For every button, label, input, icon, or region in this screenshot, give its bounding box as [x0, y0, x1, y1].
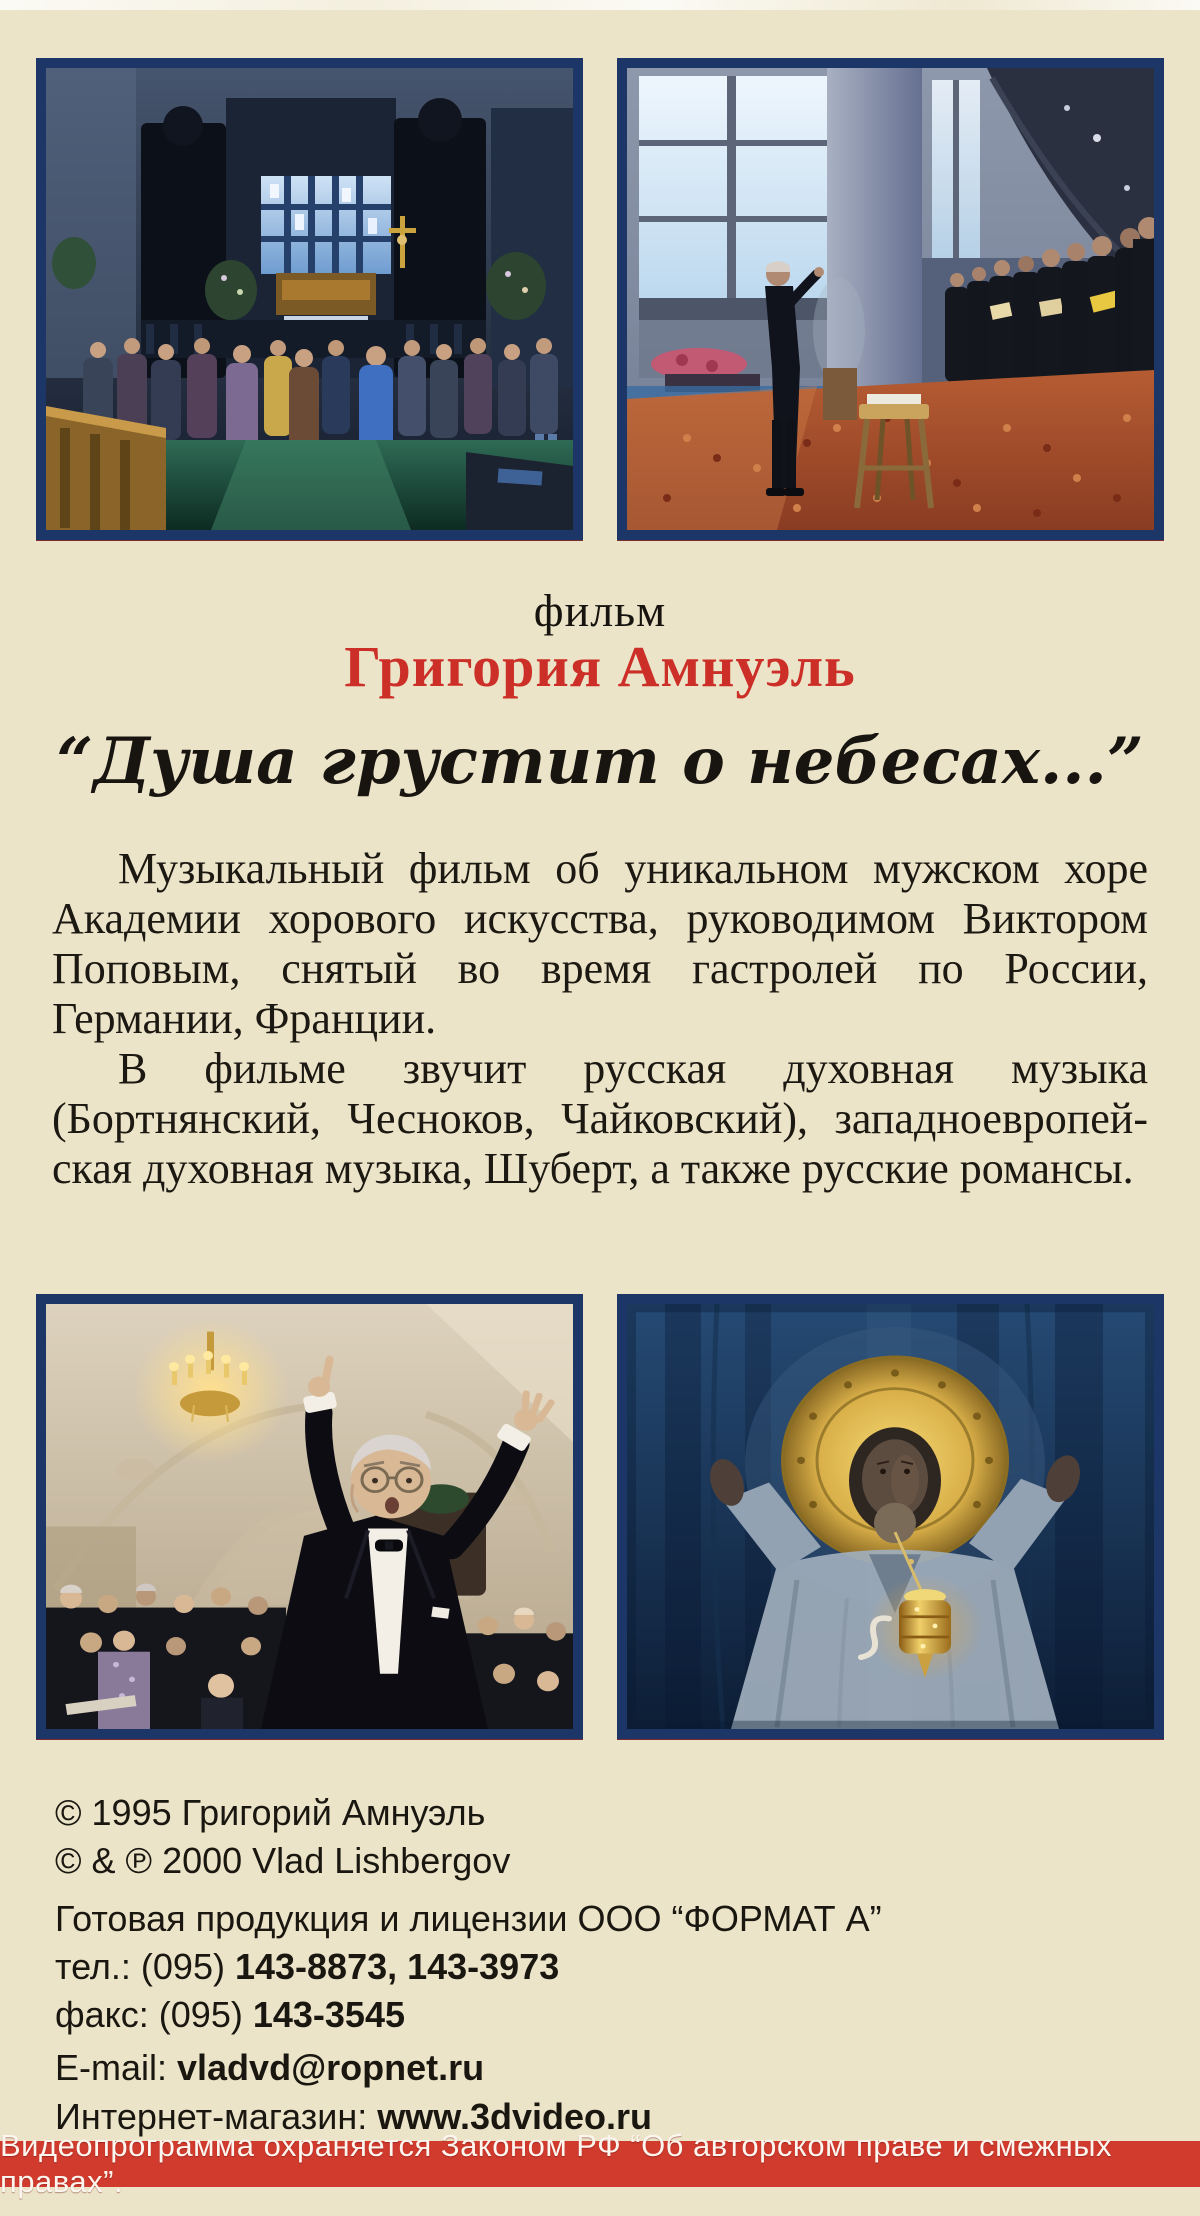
synopsis-line: Академии хорового искусства, руководимом Виктором: [52, 894, 1148, 943]
fax-number: 143-3545: [252, 1994, 405, 2035]
phone-numbers: 143-8873, 143-3973: [234, 1946, 560, 1987]
shop-label: Интернет-магазин:: [55, 2096, 378, 2137]
film-title: “Душа грустит о небесах...”: [56, 724, 1144, 799]
info-block: [55, 1789, 1200, 2141]
rehearsal-illustration: [627, 68, 1154, 530]
director-name: Григория Амнуэль: [344, 634, 856, 699]
synopsis-line: Поповым, снятый во время гастролей по России,: [52, 944, 1148, 993]
scan-edge: [0, 0, 1200, 10]
fax-label: факс: (095): [55, 1994, 253, 2035]
synopsis-line: Музыкальный фильм об уникальном мужском хоре: [118, 844, 1148, 893]
icon-illustration: [627, 1304, 1154, 1729]
photo-popov-conducting: [36, 1294, 583, 1739]
fax-line: [55, 1991, 1200, 2039]
legal-banner: [0, 2128, 1200, 2199]
phone-line: [55, 1943, 1200, 1991]
email-line: [55, 2043, 1200, 2092]
choir-group-illustration: [46, 68, 573, 530]
credit-block: [0, 586, 1200, 698]
shop-url: www.3dvideo.ru: [377, 2096, 653, 2137]
chandelier: [133, 1320, 289, 1464]
popov-illustration: [46, 1304, 573, 1729]
photo-conductor-rehearsal: [617, 58, 1164, 540]
film-label: фильм: [533, 585, 667, 636]
phone-label: тел.: (095): [55, 1946, 235, 1987]
email-label: E-mail:: [55, 2047, 178, 2088]
synopsis-line: Германии, Франции.: [52, 994, 437, 1043]
synopsis-line: ская духовная музыка, Шуберт, а также русские романсы.: [52, 1144, 1134, 1193]
distributor-line: Готовая продукция и лицензии ООО “ФОРМАТ А”: [55, 1898, 882, 1939]
bottom-photo-row: [0, 1294, 1200, 1739]
photo-choir-group-in-church: [36, 58, 583, 540]
copyright-line-2000: © & ℗ 2000 Vlad Lishbergov: [55, 1840, 511, 1881]
synopsis: [52, 844, 1148, 1194]
synopsis-line: (Бортнянский, Чесноков, Чайковский), западноевропей-: [52, 1094, 1148, 1143]
synopsis-line: В фильме звучит русская духовная музыка: [118, 1044, 1148, 1093]
top-photo-row: [0, 58, 1200, 540]
copyright-line-1995: © 1995 Григорий Амнуэль: [55, 1792, 486, 1833]
legal-banner-text: Видеопрограмма охраняется Законом РФ “Об авторском праве и смежных правах”.: [0, 2128, 1113, 2199]
photo-icon-saint: [617, 1294, 1164, 1739]
email-address: vladvd@ropnet.ru: [177, 2047, 485, 2088]
